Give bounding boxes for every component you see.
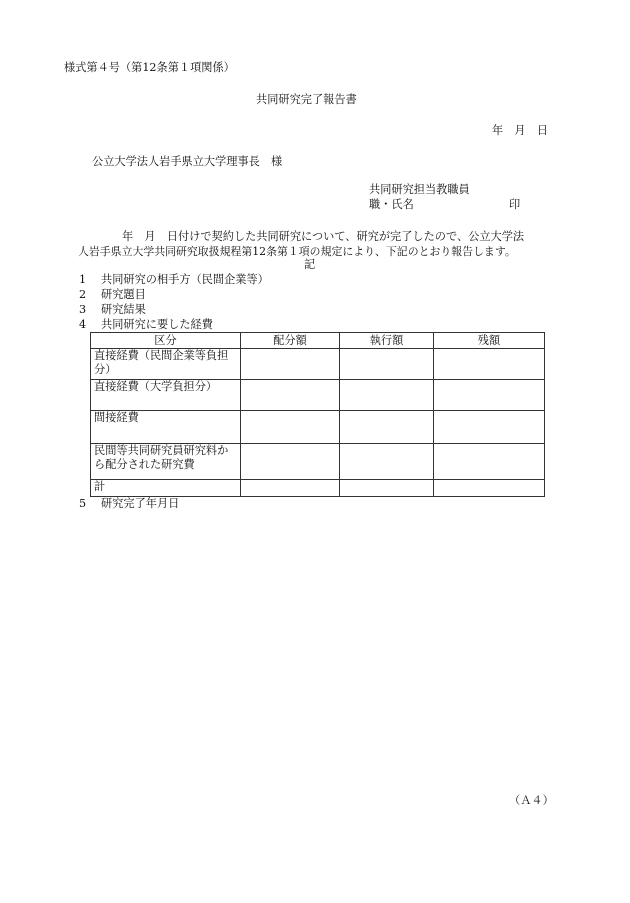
item-4 [79, 318, 213, 332]
item-label: 研究完了年月日 [101, 497, 180, 510]
header-category: 区分 [91, 333, 241, 349]
amount-cell[interactable] [340, 349, 434, 380]
table-header-row [91, 333, 545, 349]
body-text-line-1: 年 月 日付けで契約した共同研究について、研究が完了したので、公立大学法 [122, 230, 525, 243]
amount-cell[interactable] [241, 380, 340, 411]
date-line: 年 月 日 [492, 124, 548, 137]
reporter-label: 共同研究担当教職員 [369, 183, 470, 196]
amount-cell[interactable] [340, 444, 434, 480]
item-5 [79, 497, 179, 511]
table-row-total [91, 480, 545, 497]
item-label: 研究結果 [101, 303, 146, 316]
amount-cell[interactable] [434, 411, 545, 444]
item-label: 研究題目 [101, 288, 146, 301]
item-number: 4 [79, 318, 87, 331]
paper-size-note: （Ａ４） [509, 794, 554, 807]
table-row [91, 444, 545, 480]
amount-cell[interactable] [340, 411, 434, 444]
amount-cell[interactable] [434, 480, 545, 497]
cost-table [90, 332, 545, 497]
form-id: 様式第４号（第12条第１項関係） [64, 61, 235, 74]
amount-cell[interactable] [434, 349, 545, 380]
body-text-line-2: 人岩手県立大学共同研究取扱規程第12条第１項の規定により、下記のとおり報告します。 [78, 245, 516, 258]
item-1 [79, 273, 269, 287]
item-2 [79, 288, 146, 302]
table-row [91, 380, 545, 411]
header-allocated: 配分額 [241, 333, 340, 349]
amount-cell[interactable] [241, 444, 340, 480]
amount-cell[interactable] [340, 480, 434, 497]
item-number: 3 [79, 303, 87, 316]
amount-cell[interactable] [241, 349, 340, 380]
item-number: 1 [79, 273, 87, 286]
amount-cell[interactable] [241, 480, 340, 497]
item-number: 2 [79, 288, 87, 301]
header-remaining: 残額 [434, 333, 545, 349]
addressee: 公立大学法人岩手県立大学理事長 様 [92, 155, 283, 168]
amount-cell[interactable] [434, 444, 545, 480]
seal-mark: 印 [509, 198, 521, 211]
document-title: 共同研究完了報告書 [256, 93, 357, 106]
header-executed: 執行額 [340, 333, 434, 349]
ki-heading: 記 [304, 258, 316, 271]
row-label: 計 [91, 480, 241, 497]
item-label: 共同研究の相手方（民間企業等） [101, 273, 269, 286]
table-row [91, 349, 545, 380]
amount-cell[interactable] [340, 380, 434, 411]
row-label: 間接経費 [91, 411, 241, 444]
reporter-name-label: 職・氏名 [369, 198, 414, 211]
row-label: 直接経費（大学負担分） [91, 380, 241, 411]
item-label: 共同研究に要した経費 [101, 318, 213, 331]
row-label: 直接経費（民間企業等負担分） [91, 349, 241, 380]
amount-cell[interactable] [434, 380, 545, 411]
table-row [91, 411, 545, 444]
item-number: 5 [79, 497, 87, 510]
item-3 [79, 303, 146, 317]
row-label: 民間等共同研究員研究料から配分された研究費 [91, 444, 241, 480]
amount-cell[interactable] [241, 411, 340, 444]
